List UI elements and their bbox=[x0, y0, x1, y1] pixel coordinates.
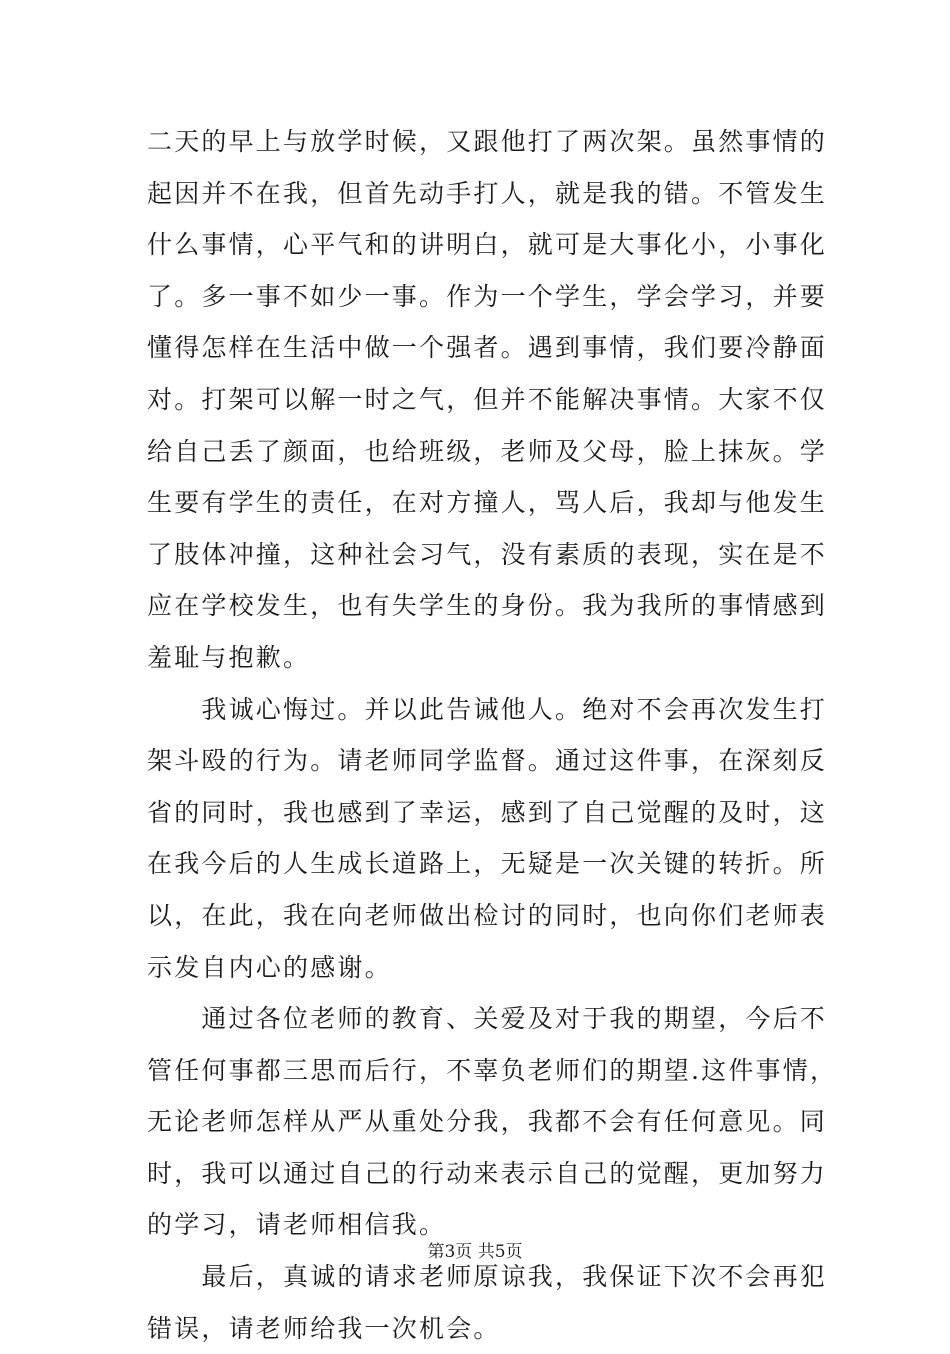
text-line: 管任何事都三思而后行，不辜负老师们的期望.这件事情， bbox=[147, 1055, 838, 1085]
text-line: 生要有学生的责任，在对方撞人，骂人后，我却与他发生 bbox=[147, 488, 828, 518]
text-line: 二天的早上与放学时候，又跟他打了两次架。虽然事情的 bbox=[147, 127, 828, 156]
text-line: 给自己丢了颜面，也给班级，老师及父母，脸上抹灰。学 bbox=[147, 436, 828, 466]
text-line: 懂得怎样在生活中做一个强者。遇到事情，我们要冷静面 bbox=[147, 333, 828, 363]
text-line: 对。打架可以解一时之气，但并不能解决事情。大家不仅 bbox=[147, 384, 828, 414]
text-line: 架斗殴的行为。请老师同学监督。通过这件事，在深刻反 bbox=[147, 746, 828, 776]
text-line: 省的同时，我也感到了幸运，感到了自己觉醒的及时，这 bbox=[147, 797, 828, 827]
text-line: 以，在此，我在向老师做出检讨的同时，也向你们老师表 bbox=[147, 900, 828, 930]
text-line: 最后，真诚的请求老师原谅我，我保证下次不会再犯 bbox=[147, 1262, 828, 1292]
text-line: 了。多一事不如少一事。作为一个学生，学会学习，并要 bbox=[147, 281, 828, 311]
text-line: 应在学校发生，也有失学生的身份。我为我所的事情感到 bbox=[147, 591, 828, 621]
text-line: 示发自内心的感谢。 bbox=[147, 952, 392, 982]
text-line: 我诚心悔过。并以此告诫他人。绝对不会再次发生打 bbox=[147, 694, 828, 724]
text-line: 错误，请老师给我一次机会。 bbox=[147, 1313, 501, 1343]
text-line: 起因并不在我，但首先动手打人，就是我的错。不管发生 bbox=[147, 178, 828, 208]
page-footer: 第3页 共5页 bbox=[427, 1242, 523, 1262]
text-line: 通过各位老师的教育、关爱及对于我的期望，今后不 bbox=[147, 1004, 828, 1034]
text-line: 时，我可以通过自己的行动来表示自己的觉醒，更加努力 bbox=[147, 1158, 828, 1188]
text-line: 的学习，请老师相信我。 bbox=[147, 1210, 447, 1240]
text-line: 了肢体冲撞，这种社会习气，没有素质的表现，实在是不 bbox=[147, 539, 828, 569]
text-line: 无论老师怎样从严从重处分我，我都不会有任何意见。同 bbox=[147, 1107, 828, 1137]
text-line: 在我今后的人生成长道路上，无疑是一次关键的转折。所 bbox=[147, 849, 828, 879]
text-line: 什么事情，心平气和的讲明白，就可是大事化小，小事化 bbox=[147, 230, 828, 260]
body-text bbox=[147, 116, 838, 1354]
text-line: 羞耻与抱歉。 bbox=[147, 642, 311, 672]
